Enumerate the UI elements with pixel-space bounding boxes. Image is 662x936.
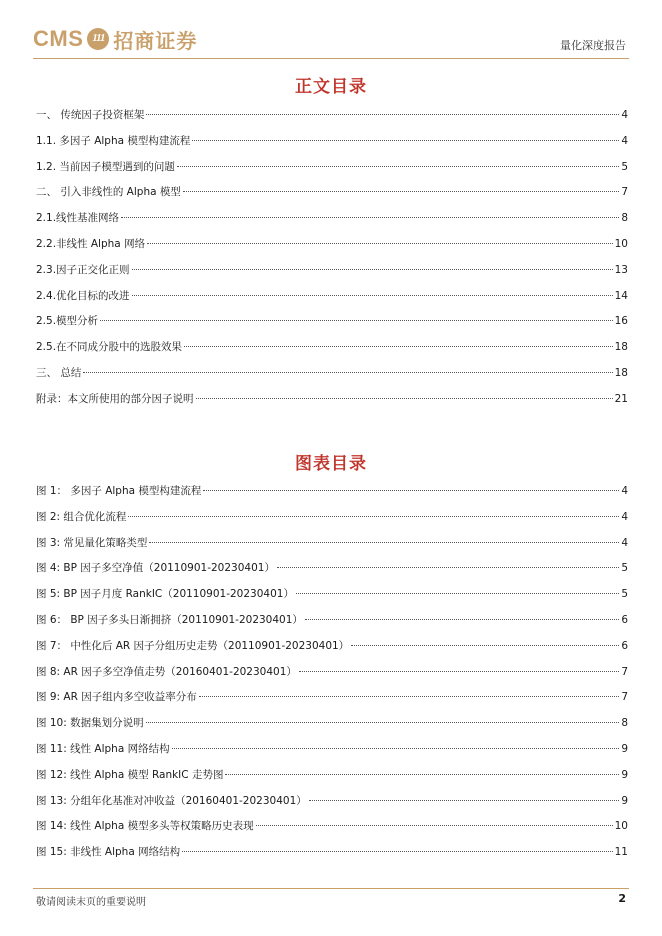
dot-leader [203, 490, 619, 491]
logo-latin: CMS [33, 26, 84, 51]
dot-leader [132, 269, 613, 270]
figure-entry[interactable] [36, 586, 628, 612]
toc-entry-page: 9 [621, 742, 628, 755]
page-header [0, 0, 662, 60]
toc-entry-label: 二、 引入非线性的 Alpha 模型 [36, 186, 181, 199]
toc-entry-label: 图 4: BP 因子多空净值（20110901-20230401） [36, 562, 275, 575]
figure-entry[interactable] [36, 715, 628, 741]
figure-entry[interactable] [36, 689, 628, 715]
dot-leader [182, 851, 613, 852]
figure-entry[interactable] [36, 818, 628, 844]
toc-entry-label: 图 7： 中性化后 AR 因子分组历史走势（20110901-20230401） [36, 639, 350, 652]
figure-entry[interactable] [36, 509, 628, 535]
dot-leader [309, 800, 620, 801]
figure-entry[interactable] [36, 535, 628, 561]
dot-leader [147, 243, 613, 244]
toc-entry-label: 图 14: 线性 Alpha 模型多头等权策略历史表现 [36, 820, 254, 833]
contents-entry[interactable] [36, 365, 628, 391]
logo-badge-icon [87, 28, 109, 50]
contents-entry[interactable] [36, 391, 628, 417]
toc-entry-label: 2.2.非线性 Alpha 网络 [36, 237, 146, 250]
toc-entry-page: 4 [621, 485, 628, 497]
toc-entry-page: 8 [621, 717, 628, 730]
dot-leader [199, 696, 620, 697]
toc-entry-page: 6 [621, 613, 628, 626]
toc-entry-label: 图 10: 数据集划分说明 [36, 717, 144, 730]
footer-divider [33, 888, 629, 889]
dot-leader [305, 619, 619, 620]
toc-entry-page: 5 [621, 562, 628, 575]
toc-entry-label: 1.1. 多因子 Alpha 模型构建流程 [36, 134, 191, 147]
toc-entry-label: 图 8: AR 因子多空净值走势（20160401-20230401） [36, 665, 297, 678]
footer-disclaimer-note: 敬请阅读末页的重要说明 [36, 897, 146, 908]
figure-entry[interactable] [36, 612, 628, 638]
toc-entry-page: 11 [614, 846, 628, 859]
toc-entry-page: 10 [614, 237, 628, 250]
toc-entry-label: 2.5.在不同成分股中的选股效果 [36, 341, 183, 354]
page-number: 2 [618, 892, 626, 905]
toc-entry-page: 5 [621, 160, 628, 173]
figure-entry[interactable] [36, 767, 628, 793]
toc-entry-page: 7 [621, 691, 628, 704]
contents-entry[interactable] [36, 159, 628, 185]
dot-leader [256, 825, 613, 826]
toc-entry-page: 4 [621, 109, 628, 121]
dot-leader [149, 542, 619, 543]
dot-leader [225, 774, 619, 775]
contents-entry[interactable] [36, 288, 628, 314]
figure-entry[interactable] [36, 638, 628, 664]
toc-entry-page: 10 [614, 820, 628, 833]
toc-entry-page: 13 [614, 263, 628, 276]
toc-entry-label: 图 11: 线性 Alpha 网络结构 [36, 742, 170, 755]
dot-leader [183, 191, 619, 192]
toc-entry-label: 附录：本文所使用的部分因子说明 [36, 392, 194, 405]
figure-entry[interactable] [36, 793, 628, 819]
dot-leader [83, 372, 612, 373]
figure-entry[interactable] [36, 483, 628, 509]
toc-entry-page: 4 [621, 536, 628, 549]
toc-entry-label: 2.4.优化目标的改进 [36, 289, 130, 302]
dot-leader [192, 140, 619, 141]
figure-entry[interactable] [36, 664, 628, 690]
figures-title: 图表目录 [295, 454, 367, 474]
contents-entry[interactable] [36, 339, 628, 365]
toc-entry-label: 图 5: BP 因子月度 RankIC（20110901-20230401） [36, 588, 294, 601]
report-type: 量化深度报告 [560, 39, 626, 52]
dot-leader [277, 567, 619, 568]
toc-entry-label: 2.1.线性基准网络 [36, 212, 120, 225]
toc-entry-page: 9 [621, 768, 628, 781]
toc-entry-label: 图 12: 线性 Alpha 模型 RankIC 走势图 [36, 768, 224, 781]
toc-entry-page: 7 [621, 186, 628, 199]
dot-leader [121, 217, 619, 218]
toc-entry-label: 一、 传统因子投资框架 [36, 109, 145, 121]
dot-leader [128, 516, 619, 517]
dot-leader [184, 346, 613, 347]
contents-title: 正文目录 [295, 77, 367, 97]
toc-entry-label: 图 1： 多因子 Alpha 模型构建流程 [36, 485, 202, 497]
toc-entry-page: 14 [614, 289, 628, 302]
dot-leader [132, 295, 613, 296]
dot-leader [196, 398, 613, 399]
toc-entry-page: 21 [614, 392, 628, 405]
toc-entry-label: 图 9: AR 因子组内多空收益率分布 [36, 691, 197, 704]
contents-entry[interactable] [36, 210, 628, 236]
contents-entry[interactable] [36, 184, 628, 210]
toc-entry-label: 图 15: 非线性 Alpha 网络结构 [36, 846, 181, 859]
contents-entry[interactable] [36, 236, 628, 262]
toc-entry-label: 图 3: 常见量化策略类型 [36, 536, 148, 549]
dot-leader [146, 114, 619, 115]
figures-list [36, 483, 628, 870]
toc-entry-page: 18 [614, 366, 628, 379]
figure-entry[interactable] [36, 844, 628, 870]
dot-leader [146, 722, 620, 723]
toc-entry-page: 4 [621, 134, 628, 147]
company-logo [33, 24, 197, 54]
contents-list [36, 107, 628, 417]
dot-leader [177, 166, 619, 167]
toc-entry-label: 图 6： BP 因子多头日渐拥挤（20110901-20230401） [36, 613, 303, 626]
toc-entry-page: 4 [621, 510, 628, 523]
toc-entry-page: 16 [614, 315, 628, 328]
dot-leader [351, 645, 619, 646]
toc-entry-page: 7 [621, 665, 628, 678]
dot-leader [296, 593, 619, 594]
toc-entry-page: 18 [614, 341, 628, 354]
figure-entry[interactable] [36, 560, 628, 586]
dot-leader [100, 320, 613, 321]
logo-chinese: 招商证券 [113, 28, 198, 53]
toc-entry-page: 9 [621, 794, 628, 807]
toc-entry-label: 1.2. 当前因子模型遇到的问题 [36, 160, 175, 173]
toc-entry-label: 图 2: 组合优化流程 [36, 510, 127, 523]
toc-entry-label: 2.3.因子正交化正则 [36, 263, 130, 276]
toc-entry-page: 6 [621, 639, 628, 652]
contents-entry[interactable] [36, 133, 628, 159]
toc-entry-label: 图 13: 分组年化基准对冲收益（20160401-20230401） [36, 794, 307, 807]
dot-leader [299, 671, 619, 672]
toc-entry-label: 三、 总结 [36, 366, 82, 379]
contents-entry[interactable] [36, 262, 628, 288]
toc-entry-label: 2.5.模型分析 [36, 315, 99, 328]
header-divider [33, 58, 629, 59]
figure-entry[interactable] [36, 741, 628, 767]
dot-leader [172, 748, 620, 749]
contents-entry[interactable] [36, 313, 628, 339]
toc-entry-page: 5 [621, 588, 628, 601]
toc-entry-page: 8 [621, 212, 628, 225]
contents-entry[interactable] [36, 107, 628, 133]
